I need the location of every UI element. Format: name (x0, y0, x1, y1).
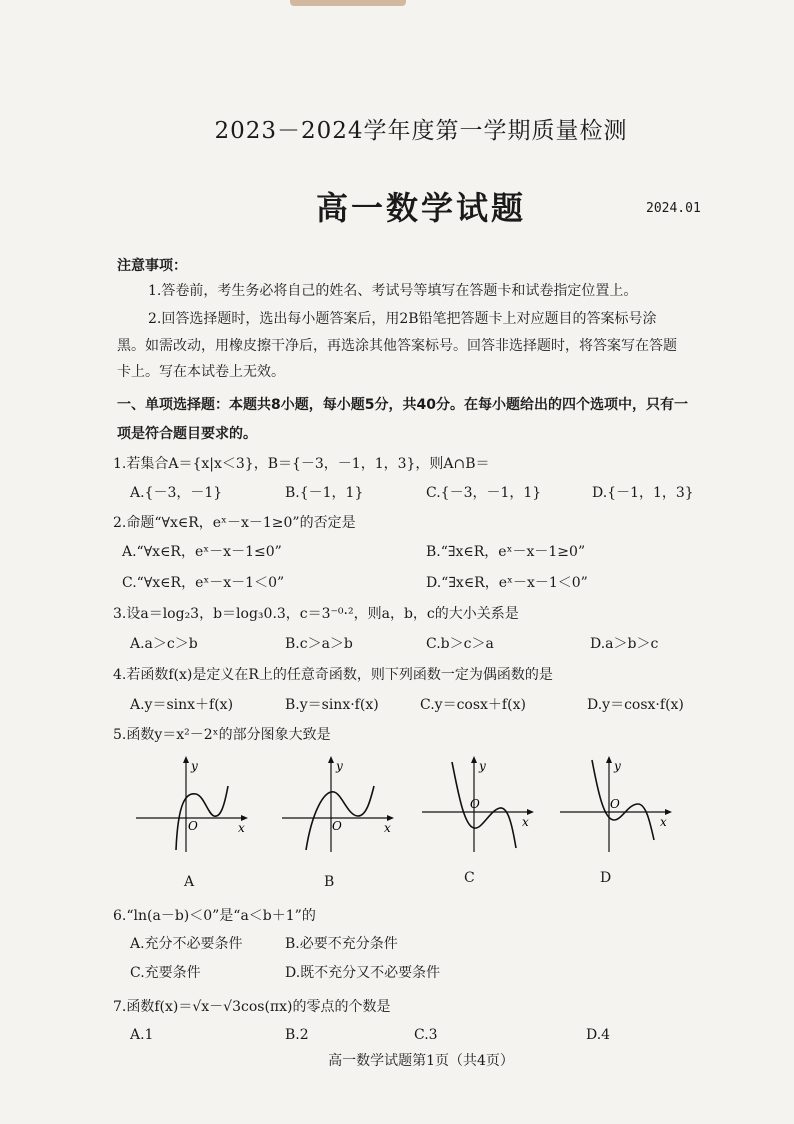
notice-item-1: 1.答卷前，考生务必将自己的姓名、考试号等填写在答题卡和试卷指定位置上。 (148, 283, 638, 299)
question-7-option-a: A.1 (130, 1027, 154, 1043)
question-1-stem: 1.若集合A＝{x|x＜3}，B＝{－3，－1，1，3}，则A∩B＝ (113, 456, 490, 472)
graph-c-label: C (464, 870, 475, 886)
question-1-option-b: B.{－1，1} (285, 485, 364, 501)
question-2-stem: 2.命题“∀x∈R，eˣ－x－1≥0”的否定是 (113, 515, 356, 531)
graph-a (130, 752, 254, 860)
y-axis-arrow (328, 756, 334, 763)
origin-label: O (610, 797, 620, 811)
origin-label: O (470, 797, 480, 811)
question-3-option-c: C.b＞c＞a (426, 636, 494, 652)
question-6-option-d: D.既不充分又不必要条件 (285, 965, 441, 981)
question-1-option-a: A.{－3，－1} (130, 485, 223, 501)
question-3-option-d: D.a＞b＞c (590, 636, 659, 652)
question-7-option-d: D.4 (586, 1027, 611, 1043)
question-6-option-a: A.充分不必要条件 (130, 936, 243, 952)
page-footer: 高一数学试题第1页（共4页） (328, 1053, 514, 1069)
notice-heading: 注意事项： (117, 258, 187, 274)
graph-d-label: D (600, 870, 612, 886)
y-label: y (479, 759, 486, 773)
question-4-option-c: C.y＝cosx＋f(x) (420, 697, 526, 713)
curve (452, 762, 516, 848)
question-4-stem: 4.若函数f(x)是定义在R上的任意奇函数，则下列函数一定为偶函数的是 (113, 667, 553, 683)
x-label: x (522, 815, 529, 829)
graph-b-label: B (324, 874, 335, 890)
graph-b (276, 752, 400, 860)
notice-item-2-line-3: 卡上。写在本试卷上无效。 (117, 364, 285, 380)
question-4-option-b: B.y＝sinx·f(x) (285, 697, 379, 713)
y-label: y (191, 759, 198, 773)
section-heading-line-1: 一、单项选择题：本题共8小题，每小题5分，共40分。在每小题给出的四个选项中，只有一 (117, 397, 688, 413)
y-label: y (336, 759, 343, 773)
graph-c (416, 752, 540, 860)
graph-a-label: A (184, 874, 195, 890)
x-label: x (384, 821, 391, 835)
curve (592, 760, 654, 840)
question-5-stem: 5.函数y＝x²－2ˣ的部分图象大致是 (113, 727, 331, 743)
question-7-option-c: C.3 (414, 1027, 438, 1043)
y-axis-arrow (183, 756, 189, 763)
question-6-option-b: B.必要不充分条件 (285, 936, 398, 952)
question-3-stem: 3.设a＝log₂3，b＝log₃0.3，c＝3⁻⁰·²，则a，b，c的大小关系是 (113, 606, 519, 622)
exam-date: 2024.01 (646, 201, 701, 216)
section-heading-line-2: 项是符合题目要求的。 (117, 426, 257, 442)
graph-d (554, 752, 678, 860)
question-3-option-a: A.a＞c＞b (130, 636, 198, 652)
question-7-stem: 7.函数f(x)＝√x－√3cos(πx)的零点的个数是 (113, 999, 391, 1015)
scan-mark (290, 0, 406, 6)
x-label: x (238, 821, 245, 835)
question-7-option-b: B.2 (285, 1027, 309, 1043)
exam-title: 2023－2024学年度第一学期质量检测 (214, 118, 628, 144)
question-1-option-c: C.{－3，－1，1} (426, 485, 542, 501)
y-label: y (614, 759, 621, 773)
y-axis-arrow (471, 756, 477, 763)
origin-label: O (188, 819, 198, 833)
question-3-option-b: B.c＞a＞b (285, 636, 353, 652)
exam-subtitle: 高一数学试题 (315, 189, 526, 227)
notice-item-2-line-1: 2.回答选择题时，选出每小题答案后，用2B铅笔把答题卡上对应题目的答案标号涂 (148, 311, 657, 327)
question-1-option-d: D.{－1，1，3} (592, 485, 694, 501)
question-6-stem: 6.“ln(a－b)＜0”是“a＜b＋1”的 (113, 908, 316, 924)
y-axis-arrow (606, 756, 612, 763)
question-4-option-a: A.y＝sinx＋f(x) (130, 697, 234, 713)
question-2-option-c: C.“∀x∈R，eˣ－x－1＜0” (122, 575, 285, 591)
question-2-option-d: D.“∃x∈R，eˣ－x－1＜0” (426, 575, 588, 591)
question-2-option-a: A.“∀x∈R，eˣ－x－1≤0” (122, 544, 282, 560)
x-label: x (660, 815, 667, 829)
question-6-option-c: C.充要条件 (130, 965, 201, 981)
notice-item-2-line-2: 黑。如需改动，用橡皮擦干净后，再选涂其他答案标号。回答非选择题时，将答案写在答题 (117, 338, 677, 354)
question-4-option-d: D.y＝cosx·f(x) (587, 697, 684, 713)
question-2-option-b: B.“∃x∈R，eˣ－x－1≥0” (426, 544, 586, 560)
origin-label: O (332, 819, 342, 833)
